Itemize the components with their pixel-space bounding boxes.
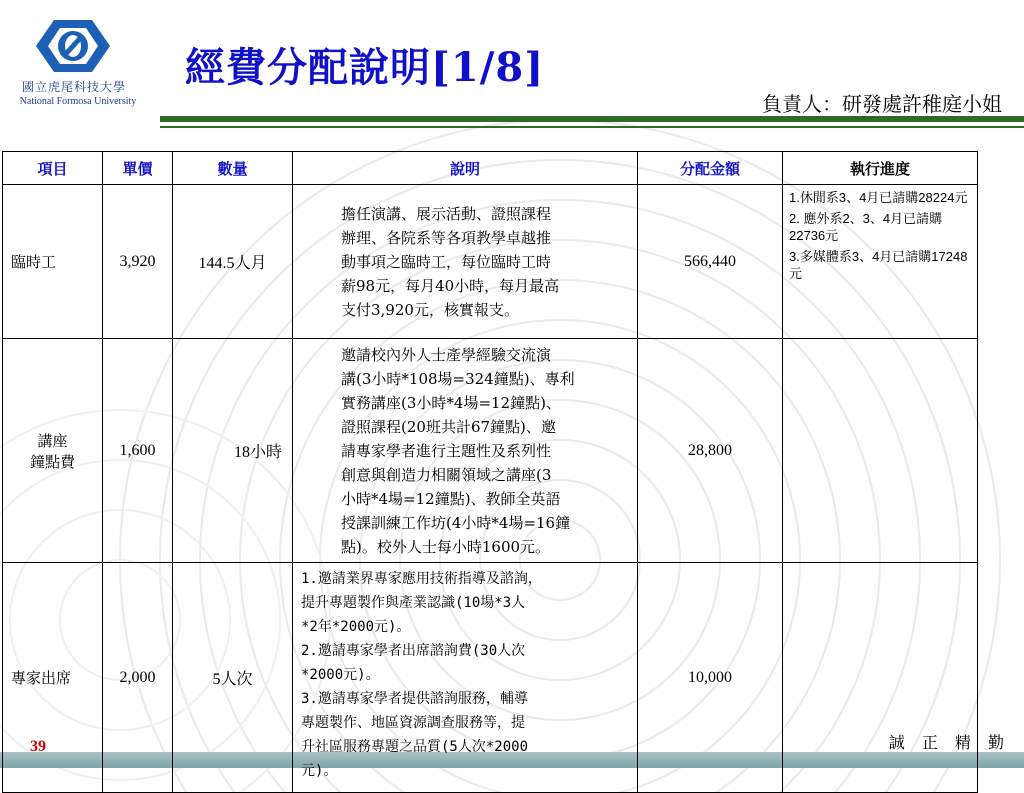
progress-line: 3.多媒體系3、4月已請購17248元: [789, 249, 968, 281]
description-line: 支付3,920元，核實報支。: [341, 300, 519, 319]
header-rule-thin: [160, 126, 1024, 128]
university-name-en: National Formosa University: [19, 96, 137, 107]
description-line: 辦理、各院系等各項教學卓越推: [341, 228, 552, 247]
header-unit-price: 單價: [103, 152, 173, 185]
owner-label: 負責人：研發處許稚庭小姐: [762, 92, 1002, 116]
description-line: 1.邀請業界專家應用技術指導及諮詢，: [301, 571, 542, 587]
cell-unit-price: 1,600: [103, 339, 173, 563]
cell-quantity: 18小時: [173, 339, 293, 563]
cell-quantity: 5人次: [173, 563, 293, 793]
description-line: 小時*4場=12鐘點)、教師全英語: [341, 489, 561, 508]
page-title: 經費分配說明[1/8]: [185, 44, 545, 91]
description-line: 2.邀請專家學者出席諮詢費(30人次: [301, 643, 526, 659]
progress-line: 2. 應外系2、3、4月已請購22736元: [789, 211, 943, 243]
item-line: 鐘點費: [29, 452, 75, 471]
school-motto: 誠 正 精 勤: [888, 733, 1010, 752]
header-amount: 分配金額: [638, 152, 783, 185]
table-row: [3, 185, 978, 339]
header-quantity: 數量: [173, 152, 293, 185]
progress-line: 1.休閒系3、4月已請購28224元: [789, 190, 968, 205]
description-line: 元)。: [301, 763, 338, 779]
cell-amount: 28,800: [638, 339, 783, 563]
nfu-logo-icon: [28, 16, 118, 76]
description-line: 創意與創造力相關領域之講座(3: [341, 465, 552, 484]
description-line: 授課訓練工作坊(4小時*4場=16鐘: [341, 513, 571, 532]
cell-description: [293, 185, 638, 339]
header-progress: 執行進度: [783, 152, 978, 185]
description-line: 升社區服務專題之品質(5人次*2000: [301, 739, 529, 755]
description-line: 專題製作、地區資源調查服務等，提: [301, 715, 525, 731]
page-number: 39: [30, 738, 46, 755]
cell-unit-price: 3,920: [103, 185, 173, 339]
item-line: 講座: [37, 431, 68, 450]
table-header-row: [3, 152, 978, 185]
description-line: 3.邀請專家學者提供諮詢服務，輔導: [301, 691, 528, 707]
description-line: 動事項之臨時工，每位臨時工時: [341, 252, 552, 271]
cell-item: 專家出席: [3, 563, 103, 793]
description-line: 請專家學者進行主題性及系列性: [341, 441, 552, 460]
budget-table: [2, 151, 978, 793]
description-line: *2年*2000元)。: [301, 619, 411, 635]
cell-description: [293, 339, 638, 563]
cell-quantity: 144.5人月: [173, 185, 293, 339]
cell-item: [3, 339, 103, 563]
description-line: *2000元)。: [301, 667, 380, 683]
description-line: 講(3小時*108場=324鐘點)、專利: [341, 369, 575, 388]
description-line: 點)。校外人士每小時1600元。: [341, 537, 551, 556]
table-row: [3, 339, 978, 563]
cell-progress: [783, 185, 978, 339]
cell-description: [293, 563, 638, 793]
cell-progress: [783, 563, 978, 793]
table-row: [3, 563, 978, 793]
header-rule-thick: [160, 116, 1024, 122]
description-line: 薪98元，每月40小時，每月最高: [341, 276, 560, 295]
header-description: 說明: [293, 152, 638, 185]
cell-item: 臨時工: [3, 185, 103, 339]
description-line: 證照課程(20班共計67鐘點)、邀: [341, 417, 556, 436]
cell-unit-price: 2,000: [103, 563, 173, 793]
description-line: 實務講座(3小時*4場=12鐘點)、: [341, 393, 561, 412]
description-line: 擔任演講、展示活動、證照課程: [341, 204, 552, 223]
cell-amount: 10,000: [638, 563, 783, 793]
description-line: 提升專題製作與產業認識(10場*3人: [301, 595, 526, 611]
university-name-zh: 國立虎尾科技大學: [21, 80, 126, 94]
header-item: 項目: [3, 152, 103, 185]
cell-amount: 566,440: [638, 185, 783, 339]
budget-table-container: [2, 151, 977, 779]
description-line: 邀請校內外人士產學經驗交流演: [341, 345, 552, 364]
cell-progress: [783, 339, 978, 563]
